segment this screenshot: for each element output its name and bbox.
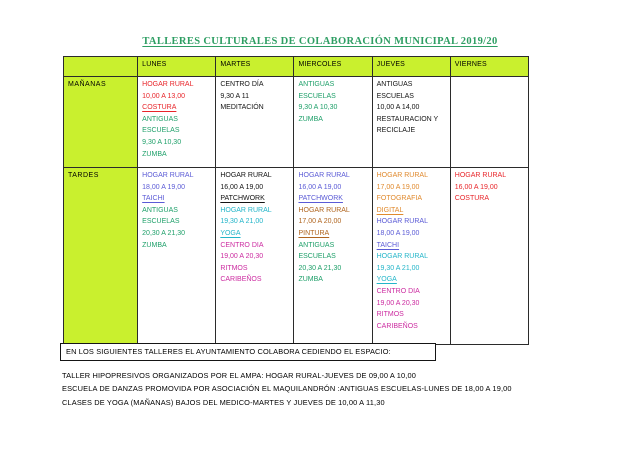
table-corner-cell: [64, 57, 138, 77]
table-row: [64, 168, 529, 345]
activity-block: [220, 79, 290, 114]
activity-block: [142, 114, 212, 160]
activity-line: ANTIGUAS: [142, 206, 178, 214]
activity-line: 19,30 A 21,00: [376, 264, 420, 272]
activity-line: HOGAR RURAL: [220, 206, 272, 214]
activity-block: [142, 170, 212, 205]
activity-line: 10,00 A 14,00: [376, 104, 420, 112]
table-header-row: [64, 57, 529, 77]
cell-tardes-martes: [216, 168, 294, 345]
activity-block: [377, 79, 447, 137]
activity-line: COSTURA: [142, 104, 177, 112]
activity-line: 20,30 A 21,30: [298, 264, 342, 272]
activity-line: HOGAR RURAL: [454, 172, 507, 179]
activity-line: 19,00 A 20,30: [220, 253, 264, 261]
activity-line: ESCUELAS: [142, 127, 180, 135]
activity-line: ZUMBA: [298, 115, 323, 123]
activity-line: YOGA: [376, 276, 397, 284]
activity-line: PATCHWORK: [220, 195, 265, 203]
activity-line: CARIBEÑOS: [376, 322, 418, 330]
activity-line: ANTIGUAS: [298, 81, 335, 88]
activity-line: 19,00 A 20,30: [376, 299, 420, 307]
activity-block: [298, 79, 368, 125]
day-header-martes: MARTES: [216, 57, 294, 77]
activity-line: RITMOS: [220, 264, 248, 272]
activity-line: ESCUELAS: [298, 253, 336, 261]
activity-line: PATCHWORK: [298, 195, 343, 203]
activity-block: [455, 170, 525, 205]
cell-tardes-miercoles: [294, 168, 372, 345]
row-label-tardes: TARDES: [64, 168, 138, 345]
activity-line: 9,30 A 10,30: [142, 138, 182, 146]
cell-tardes-viernes: [450, 168, 528, 345]
activity-block: [377, 286, 447, 332]
activity-line: RESTAURACION Y: [376, 115, 439, 123]
activity-block: [298, 205, 368, 240]
cell-mananas-lunes: [138, 77, 216, 168]
activity-line: FOTOGRAFIA: [376, 195, 422, 203]
activity-line: HOGAR RURAL: [376, 218, 428, 226]
activity-line: RITMOS: [376, 311, 404, 319]
activity-line: 19,30 A 21,00: [220, 218, 264, 226]
activity-line: 18,00 A 19,00: [142, 183, 185, 191]
footer-note: ESCUELA DE DANZAS PROMOVIDA POR ASOCIACIÓN EL MAQUILANDRÓN :ANTIGUAS ESCUELAS-LUNES DE 18,00 A 19,00: [62, 384, 512, 394]
activity-line: ANTIGUAS: [298, 241, 335, 249]
activity-block: [377, 170, 447, 216]
activity-line: CENTRO DIA: [220, 241, 264, 249]
activity-line: DIGITAL: [376, 206, 404, 214]
footer-note: TALLER HIPOPRESIVOS ORGANIZADOS POR EL AMPA: HOGAR RURAL-JUEVES DE 09,00 A 10,00: [62, 371, 416, 380]
day-header-lunes: LUNES: [138, 57, 216, 77]
activity-block: [298, 240, 368, 286]
activity-line: CENTRO DIA: [376, 287, 420, 295]
activity-block: [298, 170, 368, 205]
row-label-mananas: MAÑANAS: [64, 77, 138, 168]
activity-line: 10,00 A 13,00: [142, 92, 185, 100]
day-header-jueves: JUEVES: [372, 57, 450, 77]
cell-mananas-jueves: [372, 77, 450, 168]
activity-line: RECICLAJE: [376, 127, 416, 135]
activity-block: [220, 240, 290, 286]
activity-block: [220, 205, 290, 240]
cell-mananas-martes: [216, 77, 294, 168]
weekly-schedule-table: [63, 56, 529, 345]
activity-line: HOGAR RURAL: [142, 172, 194, 179]
activity-block: [142, 205, 212, 251]
cell-mananas-viernes: [450, 77, 528, 168]
activity-line: HOGAR RURAL: [376, 172, 428, 179]
activity-line: COSTURA: [454, 195, 490, 203]
activity-line: ZUMBA: [142, 241, 167, 249]
activity-line: HOGAR RURAL: [376, 253, 428, 261]
activity-line: ANTIGUAS: [376, 81, 413, 88]
activity-line: 9,30 A 10,30: [298, 104, 338, 112]
activity-block: [377, 251, 447, 286]
activity-line: HOGAR RURAL: [142, 81, 194, 88]
activity-line: MEDITACIÓN: [220, 104, 264, 112]
activity-line: 17,00 A 19,00: [376, 183, 420, 191]
activity-line: 9,30 A 11: [220, 92, 249, 100]
activity-line: 20,30 A 21,30: [142, 229, 185, 237]
table-row: [64, 77, 529, 168]
activity-line: CARIBEÑOS: [220, 276, 262, 284]
day-header-viernes: VIERNES: [450, 57, 528, 77]
footer-notes-list: [62, 369, 622, 409]
activity-block: [377, 216, 447, 251]
activity-line: ESCUELAS: [298, 92, 336, 100]
collaboration-note-box: EN LOS SIGUIENTES TALLERES EL AYUNTAMIENTO COLABORA CEDIENDO EL ESPACIO:: [60, 343, 436, 361]
activity-line: 17,00 A 20,00: [298, 218, 342, 226]
activity-line: ANTIGUAS: [142, 115, 178, 123]
activity-line: TAICHI: [376, 241, 400, 249]
activity-block: [220, 170, 290, 205]
table-body: [64, 77, 529, 345]
activity-block: [142, 79, 212, 114]
cell-mananas-miercoles: [294, 77, 372, 168]
footer-note: CLASES DE YOGA (MAÑANAS) BAJOS DEL MEDICO-MARTES Y JUEVES DE 10,00 A 11,30: [62, 397, 385, 407]
page-title: TALLERES CULTURALES DE COLABORACIÓN MUNICIPAL 2019/20: [142, 36, 498, 47]
activity-line: ZUMBA: [298, 276, 323, 284]
activity-line: ESCUELAS: [142, 218, 180, 226]
day-header-miercoles: MIERCOLES: [294, 57, 372, 77]
activity-line: ZUMBA: [142, 150, 167, 158]
activity-line: PINTURA: [298, 229, 330, 237]
cell-tardes-jueves: [372, 168, 450, 345]
activity-line: CENTRO DÍA: [220, 81, 264, 88]
activity-line: 16,00 A 19,00: [220, 183, 264, 191]
activity-line: 16,00 A 19,00: [298, 183, 342, 191]
cell-tardes-lunes: [138, 168, 216, 345]
activity-line: YOGA: [220, 229, 241, 237]
activity-line: ESCUELAS: [376, 92, 414, 100]
activity-line: HOGAR RURAL: [298, 172, 350, 179]
activity-line: 18,00 A 19,00: [376, 229, 420, 237]
activity-line: HOGAR RURAL: [298, 206, 350, 214]
activity-line: 16,00 A 19,00: [454, 183, 498, 191]
activity-line: HOGAR RURAL: [220, 172, 272, 179]
activity-line: TAICHI: [142, 195, 165, 203]
